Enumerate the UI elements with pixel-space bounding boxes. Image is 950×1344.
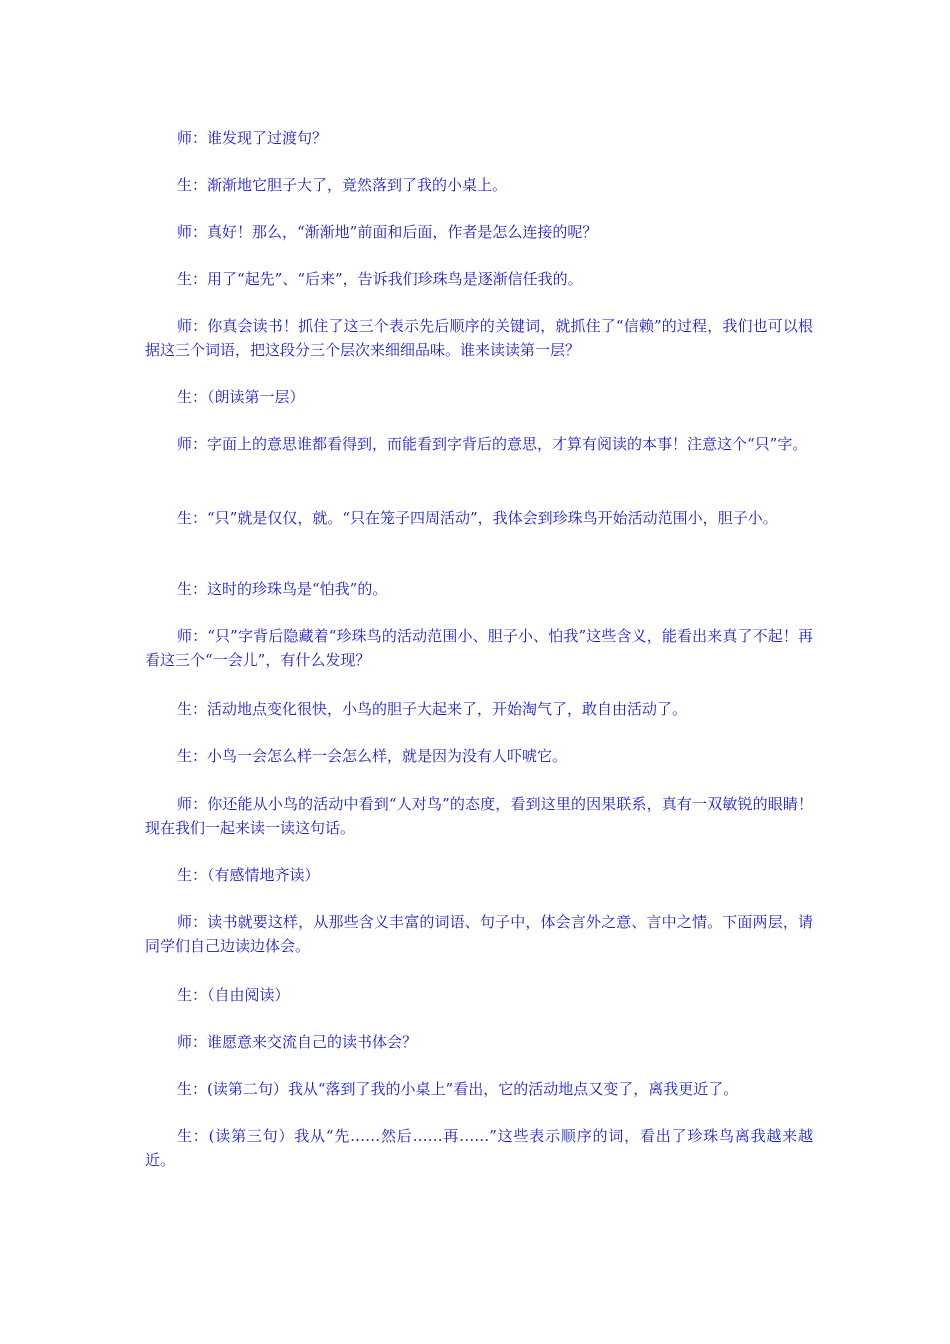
paragraph-2: 生：渐渐地它胆子大了，竟然落到了我的小桌上。 [177, 176, 508, 194]
paragraph-3: 师：真好！那么，“渐渐地”前面和后面，作者是怎么连接的呢？ [177, 223, 598, 241]
paragraph-14: 生：（有感情地齐读） [177, 866, 320, 884]
paragraph-17: 师：谁愿意来交流自己的读书体会？ [177, 1033, 418, 1051]
paragraph-13: 师：你还能从小鸟的活动中看到“人对鸟”的态度，看到这里的因果联系，真有一双敏锐的眼睛！现在我们一起来读一读这句话。 [145, 795, 813, 837]
paragraph-8: 生：“只”就是仅仅，就。“只在笼子四周活动”，我体会到珍珠鸟开始活动范围小，胆子小。 [177, 509, 778, 527]
paragraph-6: 生：（朗读第一层） [177, 388, 305, 406]
paragraph-5: 师：你真会读书！抓住了这三个表示先后顺序的关键词，就抓住了“信赖”的过程，我们也可以根据这三个词语，把这段分三个层次来细细品味。谁来读读第一层？ [145, 317, 813, 359]
paragraph-18: 生：(读第二句）我从“落到了我的小桌上”看出，它的活动地点又变了，离我更近了。 [177, 1080, 739, 1098]
paragraph-11: 生：活动地点变化很快，小鸟的胆子大起来了，开始淘气了，敢自由活动了。 [177, 700, 688, 718]
paragraph-1: 师：谁发现了过渡句？ [177, 129, 328, 147]
paragraph-16: 生：（自由阅读） [177, 986, 290, 1004]
paragraph-15: 师：读书就要这样，从那些含义丰富的词语、句子中，体会言外之意、言中之情。下面两层，请同学们自己边读边体会。 [145, 913, 813, 955]
paragraph-19: 生：(读第三句）我从“先……然后……再……”这些表示顺序的词，看出了珍珠鸟离我越来越近。 [145, 1127, 813, 1169]
paragraph-10: 师：“只”字背后隐藏着“珍珠鸟的活动范围小、胆子小、怕我”这些含义，能看出来真了不起！再看这三个“一会儿”，有什么发现？ [145, 627, 813, 669]
paragraph-12: 生：小鸟一会怎么样一会怎么样，就是因为没有人吓唬它。 [177, 747, 568, 765]
paragraph-9: 生：这时的珍珠鸟是“怕我”的。 [177, 580, 388, 598]
paragraph-4: 生：用了“起先”、“后来”，告诉我们珍珠鸟是逐渐信任我的。 [177, 270, 583, 288]
paragraph-7: 师：字面上的意思谁都看得到，而能看到字背后的意思，才算有阅读的本事！注意这个“只”字。 [177, 435, 808, 453]
